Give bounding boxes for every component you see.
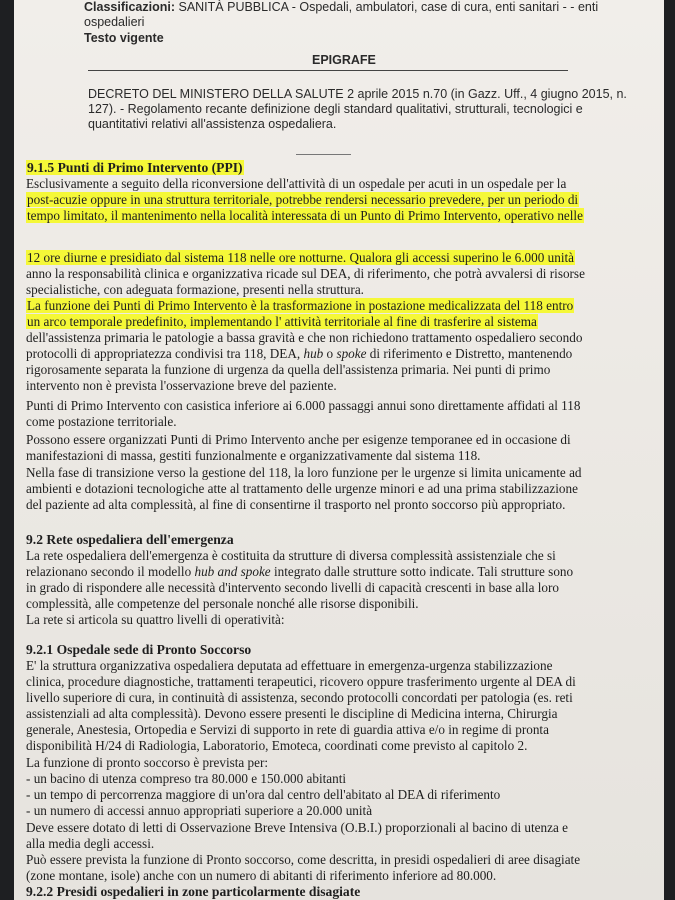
section-915-p2-line1: 12 ore diurne e presidiato dal sistema 118 nelle ore notturne. Qualora gli accessi superino le 6.000 unità bbox=[27, 250, 574, 265]
decree-line-2: 127). - Regolamento recante definizione degli standard qualitativi, strutturali, tecnologici e bbox=[88, 102, 583, 116]
separator-dots bbox=[296, 154, 351, 155]
epigraph-title: EPIGRAFE bbox=[312, 53, 376, 67]
section-915-p3-line6: intervento non è prevista l'osservazione breve del paziente. bbox=[26, 378, 337, 393]
section-921-line: - un numero di accessi annuo appropriati superiore a 20.000 unità bbox=[26, 803, 373, 818]
section-915-p3-line3: dell'assistenza primaria le patologie a bassa gravità e che non richiedono trattamento ospedaliero secondo bbox=[26, 330, 583, 345]
document-page bbox=[14, 0, 664, 900]
section-921-line: assistenziali ad alta complessità). Devono essere presenti le discipline di Medicina interna, Chirurgia bbox=[26, 706, 558, 721]
section-921-line: Può essere prevista la funzione di Pronto soccorso, come descritta, in presidi ospedalieri di aree disagiate bbox=[26, 852, 581, 867]
section-915-p1-line1: Esclusivamente a seguito della riconversione dell'attività di un ospedale per acuti in un ospedale per la bbox=[26, 176, 567, 191]
section-915-p4-line1: Punti di Primo Intervento con casistica inferiore ai 6.000 passaggi annui sono direttamente affidati al 118 bbox=[26, 398, 581, 413]
classification-line bbox=[84, 0, 598, 15]
section-921-line: disponibilità H/24 di Radiologia, Laboratorio, Emoteca, coordinati come previsto al capitolo 2. bbox=[26, 738, 528, 753]
section-915-p6-line2: ambienti e dotazioni tecnologiche atte al trattamento delle urgenze minori e ad una prima stabilizzazione bbox=[26, 481, 578, 496]
section-92-line3: in grado di rispondere alle necessità d'intervento secondo livelli di capacità crescenti in base alla loro bbox=[26, 580, 559, 595]
status-label: Testo vigente bbox=[84, 31, 164, 45]
section-92-line5: La rete si articola su quattro livelli di operatività: bbox=[26, 612, 285, 627]
section-92-line4: complessità, alle competenze del personale nonché alle risorse disponibili. bbox=[26, 596, 419, 611]
decree-line-1: DECRETO DEL MINISTERO DELLA SALUTE 2 aprile 2015 n.70 (in Gazz. Uff., 4 giugno 2015, n. bbox=[88, 87, 627, 101]
section-915-p4-line2: come postazione territoriale. bbox=[26, 414, 177, 429]
section-915-p5-line2: manifestazioni di massa, gestiti funzionalmente e organizzativamente dal sistema 118. bbox=[26, 448, 481, 463]
section-921-line: generale, Anestesia, Ortopedia e Servizi di supporto in rete di guardia attiva e/o in regime di pronta bbox=[26, 722, 549, 737]
section-921-line: (zone montane, isole) anche con un numero di abitanti di riferimento inferiore ad 80.000. bbox=[26, 868, 497, 883]
section-915-p6-line1: Nella fase di transizione verso la gestione del 118, la loro funzione per le urgenze si limita unicamente ad bbox=[26, 465, 582, 480]
decree-line-3: quantitativi relativi all'assistenza ospedaliera. bbox=[88, 117, 337, 131]
section-915-p1-line2: post-acuzie oppure in una struttura territoriale, potrebbe rendersi necessario prevedere, per un periodo di bbox=[27, 192, 579, 207]
classification-value-2: ospedalieri bbox=[84, 15, 145, 29]
section-92-line2: relazionano secondo il modello hub and spoke integrato dalle strutture sotto indicate. Tali strutture sono bbox=[26, 564, 574, 579]
section-921-line: - un bacino di utenza compreso tra 80.000 e 150.000 abitanti bbox=[26, 771, 347, 786]
classification-value: SANITÀ PUBBLICA - Ospedali, ambulatori, case di cura, enti sanitari - - enti bbox=[178, 0, 599, 14]
section-92-heading: 9.2 Rete ospedaliera dell'emergenza bbox=[26, 532, 234, 547]
section-921-line: clinica, procedure diagnostiche, trattamenti terapeutici, ricovero oppure trasferimento urgente al DEA di bbox=[26, 674, 576, 689]
section-921-line: La funzione di pronto soccorso è prevista per: bbox=[26, 755, 269, 770]
section-92-line1: La rete ospedaliera dell'emergenza è costituita da strutture di diversa complessità assistenziale che si bbox=[26, 548, 556, 563]
section-915-p5-line1: Possono essere organizzati Punti di Primo Intervento anche per esigenze temporanee ed in occasione di bbox=[26, 432, 571, 447]
section-915-p3-line5: rigorosamente separata la funzione di urgenza da quella dell'assistenza primaria. Nei punti di primo bbox=[26, 362, 551, 377]
classification-label: Classificazioni: bbox=[84, 0, 175, 14]
section-915-p2-line2: anno la responsabilità clinica e organizzativa ricade sul DEA, di riferimento, che potrà avvalersi di risorse bbox=[26, 266, 585, 281]
section-915-heading: 9.1.5 Punti di Primo Intervento (PPI) bbox=[27, 160, 243, 175]
section-915-p3-line1: La funzione dei Punti di Primo Intervento è la trasformazione in postazione medicalizzata del 118 entro bbox=[27, 298, 574, 313]
section-921-heading: 9.2.1 Ospedale sede di Pronto Soccorso bbox=[26, 642, 252, 657]
section-921-line: Deve essere dotato di letti di Osservazione Breve Intensiva (O.B.I.) proporzionali al bacino di utenza e bbox=[26, 820, 568, 835]
section-915-p6-line3: del paziente ad alta complessità, al fine di consentirne il trasporto nel pronto soccorso più appropriato. bbox=[26, 497, 566, 512]
section-922-heading: 9.2.2 Presidi ospedalieri in zone particolarmente disagiate bbox=[26, 884, 361, 899]
section-915-p1-line3: tempo limitato, il mantenimento nella località interessata di un Punto di Primo Intervento, operativo nelle bbox=[27, 208, 583, 223]
section-921-line: livello superiore di cura, in continuità di assistenza, secondo protocolli concordati per patologia (es. reti bbox=[26, 690, 573, 705]
section-915-p2-line3: specialistiche, con adeguata formazione, presenti nella struttura. bbox=[26, 282, 364, 297]
section-915-p3-line4: protocolli di appropriatezza condivisi tra 118, DEA, hub o spoke di riferimento e Distretto, mantenendo bbox=[26, 346, 573, 361]
section-921-line: alla media degli accessi. bbox=[26, 836, 155, 851]
section-921-line: - un tempo di percorrenza maggiore di un'ora dal centro dell'abitato al DEA di riferimento bbox=[26, 787, 501, 802]
epigraph-rule bbox=[88, 70, 568, 71]
section-921-line: E' la struttura organizzativa ospedaliera deputata ad effettuare in emergenza-urgenza stabilizzazione bbox=[26, 658, 553, 673]
section-915-p3-line2: un arco temporale predefinito, implementando l' attività territoriale al fine di trasferire al sistema bbox=[27, 314, 537, 329]
